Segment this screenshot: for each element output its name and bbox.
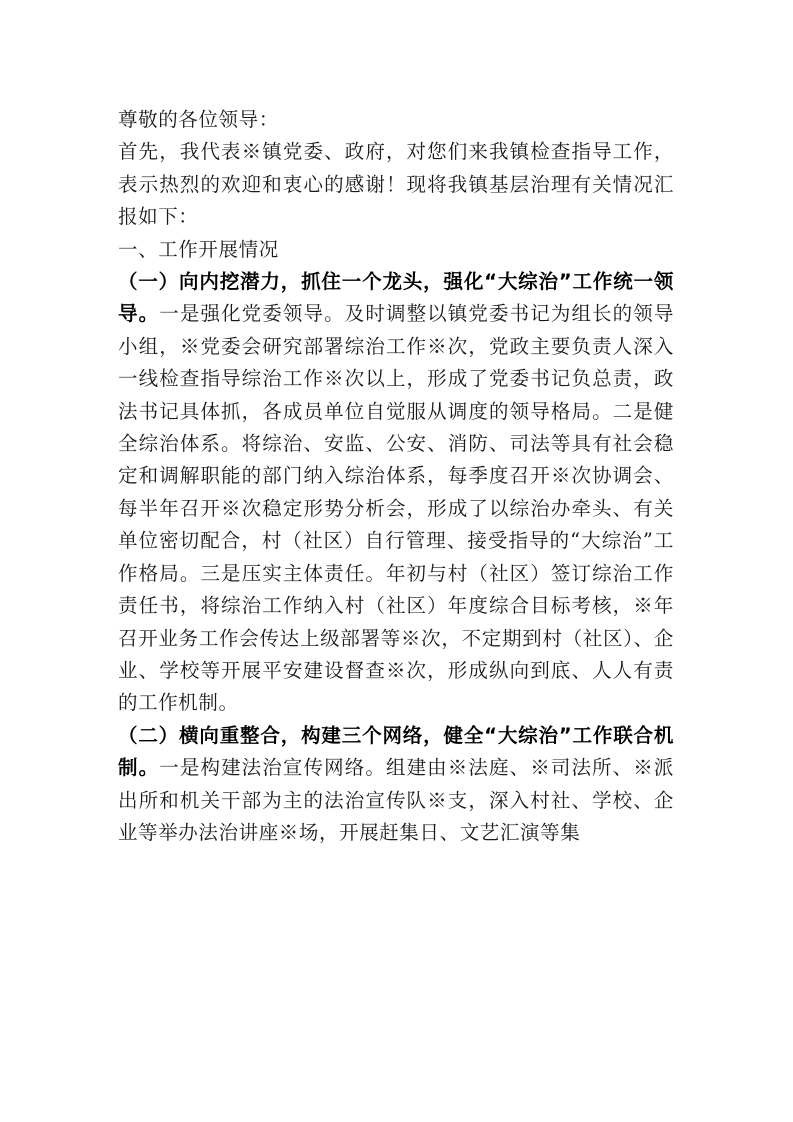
salutation: 尊敬的各位领导： — [118, 108, 279, 131]
subsection-2-body: 一是构建法治宣传网络。组建由※法庭、※司法所、※派出所和机关干部为主的法治宣传队※支，深入村社、学校、企业等举办法治讲座※场，开展赶集日、文艺汇演等集 — [118, 756, 674, 844]
subsection-1-body: 一是强化党委领导。及时调整以镇党委书记为组长的领导小组，※党委会研究部署综治工作※次，党政主要负责人深入一线检查指导综治工作※次以上，形成了党委书记负总责，政法书记具体抓，各成员单位自觉服从调度的领导格局。二是健全综治体系。将综治、安监、公安、消防、司法等具有社会稳定和调解职能的部门纳入综治体系，每季度召开※次协调会、每半年召开※次稳定形势分析会，形成了以综治办牵头、有关单位密切配合，村（社区）自行管理、接受指导的“大综治”工作格局。三是压实主体责任。年初与村（社区）签订综治工作责任书，将综治工作纳入村（社区）年度综合目标考核，※年召开业务工作会传达上级部署等※次，不定期到村（社区）、企业、学校等开展平安建设督查※次，形成纵向到底、人人有责的工作机制。 — [118, 302, 674, 715]
section-heading: 一、工作开展情况 — [118, 237, 279, 261]
subsection-2-heading: （二）横向重整合，构建三个网络，健全“大综治”工作联合机制。 — [118, 723, 674, 780]
subsection-1-paragraph — [118, 266, 674, 720]
subsection-1-heading: （一）向内挖潜力，抓住一个龙头，强化“大综治”工作统一领导。 — [118, 270, 674, 326]
document-body — [118, 104, 674, 849]
subsection-2-paragraph — [118, 720, 674, 850]
intro-paragraph: 首先，我代表※镇党委、政府，对您们来我镇检查指导工作，表示热烈的欢迎和衷心的感谢！现将我镇基层治理有关情况汇报如下： — [118, 140, 674, 229]
